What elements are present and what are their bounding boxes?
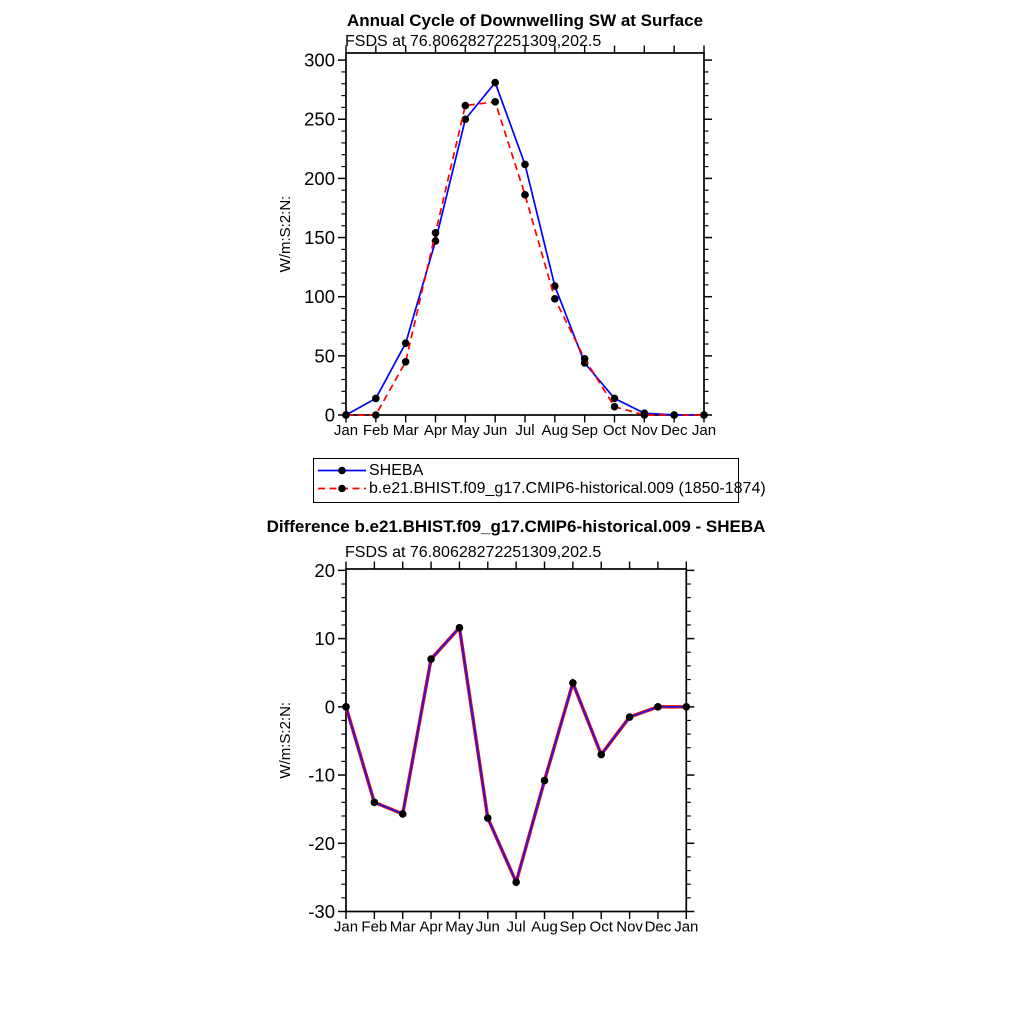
- chart1-series0-line: [346, 628, 686, 882]
- x-tick-label: Mar: [389, 918, 416, 936]
- y-tick-label: 100: [304, 286, 335, 308]
- y-tick-label: 150: [304, 227, 335, 249]
- data-point-marker: [491, 98, 499, 106]
- x-tick-label: Dec: [660, 422, 688, 439]
- legend-entry-sheba: [317, 461, 423, 480]
- chart0-series0-line: [346, 83, 704, 415]
- x-tick-label: Sep: [559, 918, 587, 936]
- model-dashed-line-sample-icon: [317, 479, 369, 498]
- y-tick-label: 0: [324, 696, 335, 718]
- y-tick-label: 200: [304, 167, 335, 189]
- legend-box: [313, 458, 766, 503]
- data-point-marker: [371, 799, 379, 807]
- data-point-marker: [541, 777, 549, 785]
- x-tick-label: Nov: [630, 422, 658, 439]
- x-tick-label: Jan: [333, 422, 359, 439]
- x-tick-label: Apr: [419, 918, 443, 936]
- data-point-marker: [581, 355, 589, 363]
- data-point-marker: [670, 411, 678, 419]
- data-point-marker: [491, 79, 499, 87]
- data-point-marker: [456, 624, 464, 632]
- x-tick-label: Feb: [362, 422, 389, 439]
- x-tick-label: Sep: [571, 422, 599, 439]
- x-tick-label: Oct: [602, 422, 627, 439]
- x-tick-label: Jan: [333, 918, 359, 936]
- bottom-chart-title: Difference b.e21.BHIST.f09_g17.CMIP6-historical.009 - SHEBA: [266, 517, 766, 536]
- chart0-series1-line: [346, 102, 704, 415]
- data-point-marker: [654, 703, 662, 711]
- y-axis-title: W/m:S:2:N:: [277, 701, 294, 779]
- data-point-marker: [342, 703, 350, 711]
- x-tick-label: Jul: [515, 422, 535, 439]
- y-tick-label: 50: [314, 345, 335, 367]
- sheba-line-sample-icon: [317, 461, 369, 480]
- data-point-marker: [641, 411, 649, 419]
- y-tick-label: -10: [308, 764, 335, 786]
- x-tick-label: Jul: [506, 918, 526, 936]
- y-tick-label: 20: [314, 559, 335, 581]
- plot-frame: [346, 569, 686, 912]
- data-point-marker: [597, 751, 605, 759]
- x-tick-label: Jun: [483, 422, 508, 439]
- y-axis-title: W/m:S:2:N:: [277, 195, 294, 273]
- data-point-marker: [521, 161, 529, 169]
- data-point-marker: [432, 229, 440, 237]
- data-point-marker: [569, 679, 577, 687]
- data-point-marker: [342, 411, 350, 419]
- bottom-chart-subtitle: FSDS at 76.80628272251309,202.5: [345, 544, 602, 561]
- data-point-marker: [683, 703, 691, 711]
- data-point-marker: [700, 411, 708, 419]
- data-point-marker: [402, 339, 410, 347]
- data-point-marker: [399, 810, 407, 818]
- x-tick-label: Jan: [691, 422, 717, 439]
- data-point-marker: [402, 358, 410, 366]
- x-tick-label: Feb: [361, 918, 388, 936]
- x-tick-label: Apr: [423, 422, 448, 439]
- y-tick-label: 250: [304, 108, 335, 130]
- x-tick-label: Jan: [674, 918, 699, 936]
- x-tick-label: Mar: [392, 422, 419, 439]
- x-tick-label: Oct: [589, 918, 613, 936]
- top-chart-subtitle: FSDS at 76.80628272251309,202.5: [345, 33, 602, 50]
- y-tick-label: -20: [308, 832, 335, 854]
- data-point-marker: [372, 411, 380, 419]
- x-tick-label: Aug: [531, 918, 558, 936]
- top-chart-title: Annual Cycle of Downwelling SW at Surface: [346, 11, 704, 30]
- y-tick-label: 0: [324, 404, 335, 426]
- data-point-marker: [427, 655, 435, 663]
- x-tick-label: May: [445, 918, 474, 936]
- data-point-marker: [611, 403, 619, 411]
- x-tick-label: Nov: [616, 918, 643, 936]
- legend-label-sheba: SHEBA: [369, 461, 424, 479]
- x-tick-label: Aug: [541, 422, 569, 439]
- data-point-marker: [551, 295, 559, 303]
- data-point-marker: [462, 102, 470, 110]
- data-point-marker: [512, 878, 520, 886]
- chart1-series0-underlay-line: [346, 628, 686, 882]
- x-tick-label: Dec: [644, 918, 672, 936]
- legend-label-model: b.e21.BHIST.f09_g17.CMIP6-historical.009 (1850-1874): [369, 479, 766, 497]
- y-tick-label: -30: [308, 901, 335, 922]
- data-point-marker: [372, 395, 380, 403]
- data-point-marker: [484, 814, 492, 822]
- x-tick-label: May: [451, 422, 480, 439]
- legend-entry-model: [317, 479, 766, 498]
- data-point-marker: [521, 191, 529, 199]
- x-tick-label: Jun: [475, 918, 500, 936]
- plot-frame: [346, 53, 704, 415]
- y-tick-label: 300: [304, 49, 335, 71]
- data-point-marker: [626, 713, 634, 721]
- y-tick-label: 10: [314, 628, 335, 650]
